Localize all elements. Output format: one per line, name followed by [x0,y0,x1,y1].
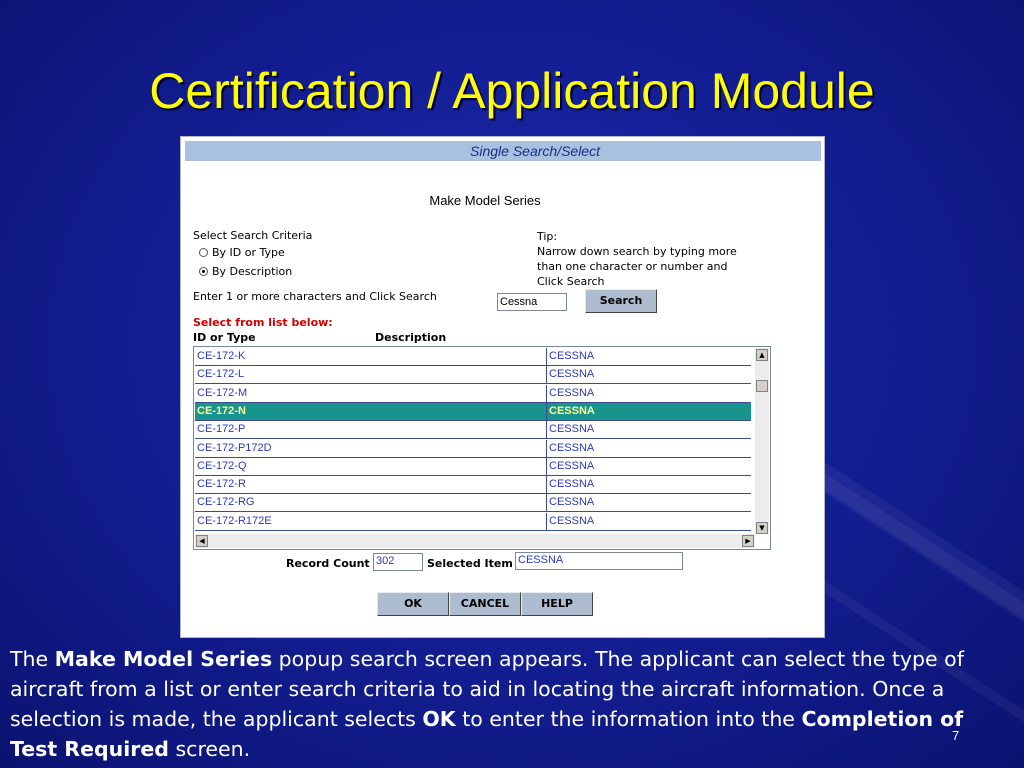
radio-by-description[interactable] [199,267,208,276]
radio-by-description-label: By Description [212,265,293,278]
column-divider [546,385,547,403]
row-description: CESSNA [549,386,595,399]
scroll-right-icon[interactable]: ▶ [742,535,754,547]
column-divider [546,366,547,384]
caption-bold: Completion of Test Required [10,707,964,761]
dialog-header-text: Single Search/Select [470,143,600,159]
record-count-field: 302 [373,553,423,571]
row-description: CESSNA [549,478,595,491]
caption-bold: Make Model Series [54,647,273,671]
dialog-header [185,141,821,161]
form-title: Make Model Series [429,193,541,208]
row-id: CE-172-L [197,368,245,381]
criteria-label: Select Search Criteria [193,229,313,242]
caption-text [10,644,1014,764]
caption-part: screen. [168,737,251,761]
caption-part: popup search screen appears. The applicant can select the type of aircraft from a list or enter search criteria to aid in locating the aircraft information. Once a selection is made, the applicant selects [10,647,964,731]
table-row[interactable] [195,348,751,366]
tip-line: than one character or number and [537,260,728,273]
enter-label: Enter 1 or more characters and Click Search [193,290,437,303]
row-description: CESSNA [549,368,595,381]
caption-part: The [10,647,55,671]
scroll-up-icon[interactable]: ▲ [756,349,768,361]
slide-title: Certification / Application Module [149,63,875,119]
column-header-description: Description [375,331,447,344]
row-description: CESSNA [549,423,595,436]
row-id: CE-172-RG [197,496,255,509]
tip-line: Click Search [537,275,605,288]
cancel-button[interactable]: CANCEL [449,592,521,616]
caption-bold: OK [422,707,456,731]
tip-line: Narrow down search by typing more [537,245,737,258]
row-description: CESSNA [549,350,595,362]
row-id: CE-172-K [197,350,246,362]
horizontal-scrollbar[interactable] [195,534,755,548]
row-id: CE-172-M [197,386,248,399]
column-divider [546,440,547,458]
table-row[interactable] [195,476,751,494]
tip-text [537,229,777,289]
search-input[interactable] [497,293,567,311]
row-id: CE-172-R [197,478,246,491]
table-row[interactable] [195,366,751,384]
column-divider [546,494,547,512]
row-description: CESSNA [549,496,595,509]
page-number: 7 [952,728,960,743]
row-id: CE-172-R172E [197,514,272,527]
row-description: CESSNA [549,459,595,472]
row-id: CE-172-Q [197,459,247,472]
table-row[interactable] [195,513,751,531]
vertical-scrollbar[interactable] [755,348,769,534]
row-id: CE-172-N [197,404,246,417]
table-row[interactable] [195,385,751,403]
row-id: CE-172-P [197,423,246,436]
column-divider [546,421,547,439]
radio-by-id[interactable] [199,248,208,257]
list-prompt: Select from list below: [193,316,333,329]
column-divider [546,458,547,476]
dialog-screenshot [180,136,825,638]
row-id: CE-172-P172D [197,441,272,454]
selected-item-label: Selected Item [427,557,513,570]
tip-heading: Tip: [537,230,558,243]
column-divider [546,513,547,531]
scroll-down-icon[interactable]: ▼ [756,522,768,534]
row-description: CESSNA [549,404,595,417]
record-count-label: Record Count [286,557,370,570]
table-row[interactable] [195,440,751,458]
radio-by-id-label: By ID or Type [212,246,285,259]
table-row[interactable] [195,494,751,512]
table-row[interactable] [195,403,751,421]
help-button[interactable]: HELP [521,592,593,616]
results-list[interactable] [193,346,771,550]
column-header-id: ID or Type [193,331,256,344]
scroll-left-icon[interactable]: ◀ [196,535,208,547]
column-divider [546,348,547,366]
column-divider [546,476,547,494]
ok-button[interactable]: OK [377,592,449,616]
caption-part: to enter the information into the [455,707,802,731]
selected-item-field: CESSNA [515,552,683,570]
table-row[interactable] [195,458,751,476]
scroll-thumb[interactable] [756,380,768,392]
row-description: CESSNA [549,441,595,454]
column-divider [546,403,547,421]
search-button[interactable]: Search [585,289,657,313]
table-row[interactable] [195,421,751,439]
row-description: CESSNA [549,514,595,527]
